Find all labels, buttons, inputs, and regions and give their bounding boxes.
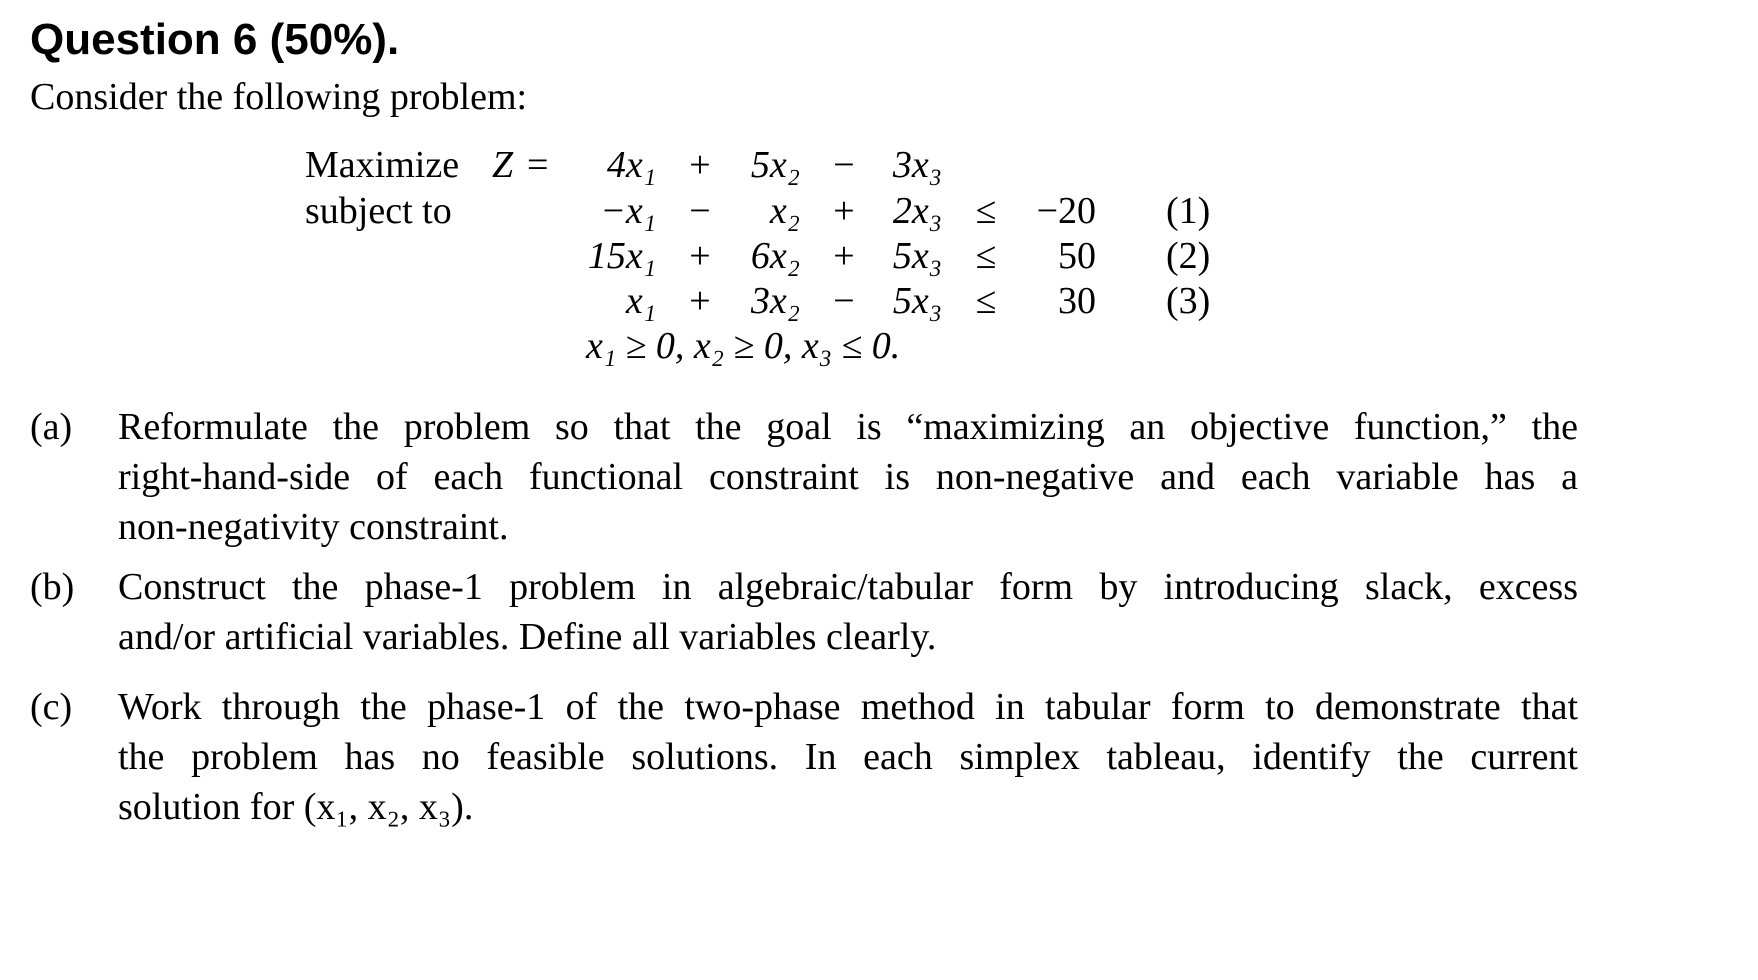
lp-problem	[0, 0, 1758, 420]
part-b-line: Construct the phase-1 problem in algebraic/tabular form by introducing slack, excess	[118, 566, 1578, 608]
part-c	[30, 682, 1690, 828]
part-b	[30, 562, 1690, 662]
subject-to-label: subject to	[305, 190, 452, 232]
objective-op-2: −	[833, 144, 855, 186]
constraint-term: x₂	[769, 190, 800, 232]
part-c-line: Work through the phase-1 of the two-phase method in tabular form to demonstrate that	[118, 686, 1578, 728]
part-b-label: (b)	[30, 566, 75, 608]
constraint-rhs: 30	[1058, 280, 1096, 322]
part-b-line: and/or artificial variables. Define all variables clearly.	[118, 616, 937, 658]
part-c-line: solution for (x₁, x₂, x₃).	[118, 786, 474, 828]
objective-equals: =	[527, 144, 549, 186]
part-a-text	[118, 402, 1578, 552]
constraint-rhs: −20	[1036, 190, 1096, 232]
sign-constraints: x₁ ≥ 0, x₂ ≥ 0, x₃ ≤ 0.	[586, 325, 901, 367]
objective-term-2: 5x₂	[750, 144, 800, 186]
constraint-term: −x₁	[600, 190, 656, 232]
constraint-op: +	[833, 190, 855, 232]
constraint-relation: ≤	[975, 235, 997, 277]
part-c-text	[118, 682, 1578, 832]
objective-variable: Z	[492, 144, 514, 186]
constraint-term: 15x₁	[587, 235, 656, 277]
constraint-op: +	[833, 235, 855, 277]
constraint-relation: ≤	[975, 190, 997, 232]
part-a-label: (a)	[30, 406, 73, 448]
constraint-tag: (1)	[1166, 190, 1211, 232]
question-intro: Consider the following problem:	[30, 76, 528, 118]
constraint-tag: (2)	[1166, 235, 1211, 277]
part-a	[30, 402, 1690, 548]
constraint-op: +	[689, 280, 711, 322]
objective-term-1: 4x₁	[606, 144, 656, 186]
constraint-op: +	[689, 235, 711, 277]
part-a-line: Reformulate the problem so that the goal is “maximizing an objective function,” the	[118, 406, 1578, 448]
constraint-tag: (3)	[1166, 280, 1211, 322]
objective-op-1: +	[689, 144, 711, 186]
constraint-op: −	[689, 190, 711, 232]
part-a-line: right-hand-side of each functional constraint is non-negative and each variable has a	[118, 456, 1578, 498]
part-c-label: (c)	[30, 686, 73, 728]
part-b-text	[118, 562, 1578, 662]
question-title: Question 6 (50%).	[30, 15, 400, 64]
constraint-term: 2x₃	[892, 190, 942, 232]
constraint-term: 3x₂	[750, 280, 800, 322]
constraint-term: x₁	[625, 280, 656, 322]
part-c-line: the problem has no feasible solutions. In each simplex tableau, identify the current	[118, 736, 1578, 778]
maximize-label: Maximize	[305, 144, 460, 186]
constraint-term: 5x₃	[892, 235, 942, 277]
objective-term-3: 3x₃	[892, 144, 942, 186]
constraint-term: 5x₃	[892, 280, 942, 322]
constraint-term: 6x₂	[750, 235, 800, 277]
constraint-relation: ≤	[975, 280, 997, 322]
constraint-rhs: 50	[1058, 235, 1096, 277]
constraint-op: −	[833, 280, 855, 322]
part-a-line: non-negativity constraint.	[118, 506, 509, 548]
